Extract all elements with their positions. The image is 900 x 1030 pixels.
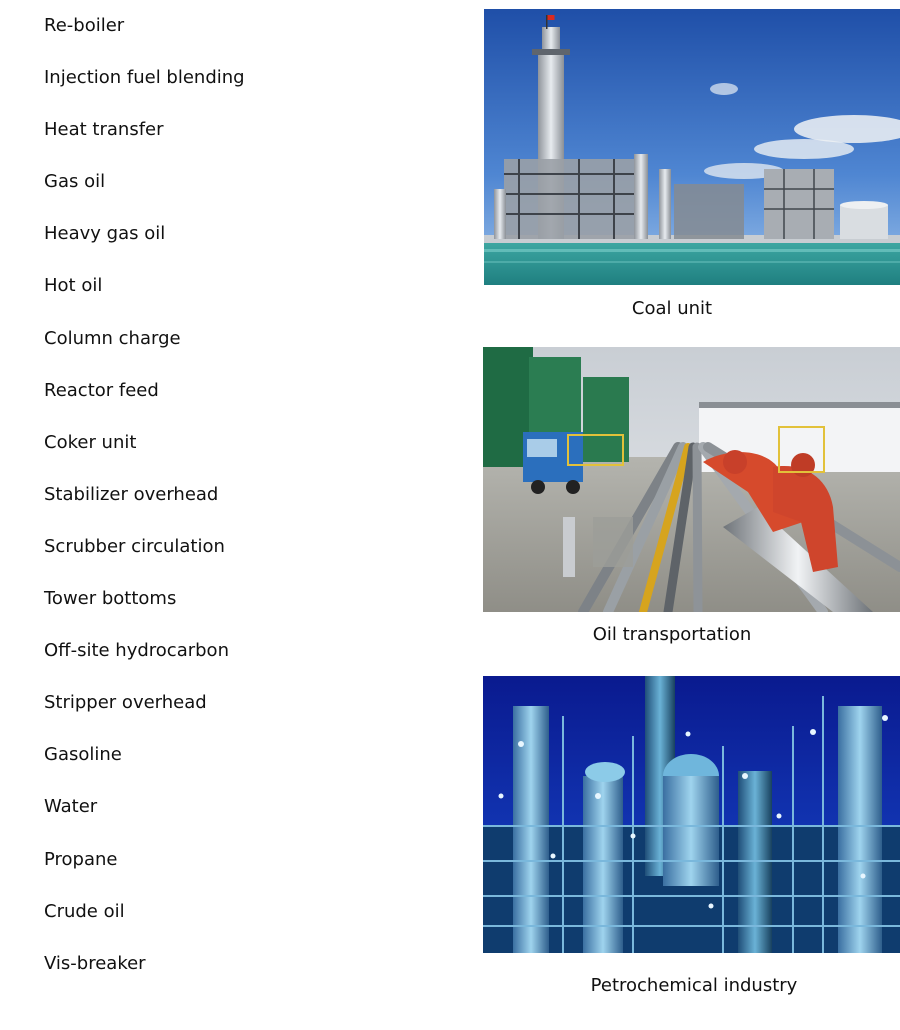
list-item: Crude oil <box>44 900 125 922</box>
oil-transportation-caption: Oil transportation <box>592 624 752 645</box>
list-item: Reactor feed <box>44 379 159 401</box>
list-item: Off-site hydrocarbon <box>44 640 229 662</box>
list-item: Propane <box>44 848 118 870</box>
list-item: Injection fuel blending <box>44 67 245 89</box>
list-item: Gasoline <box>44 744 122 766</box>
list-item: Hot oil <box>44 275 103 297</box>
petrochemical-industry-caption: Petrochemical industry <box>590 975 798 996</box>
application-list <box>44 14 245 1004</box>
list-item: Vis-breaker <box>44 952 146 974</box>
list-item: Re-boiler <box>44 15 125 36</box>
list-item: Coker unit <box>44 431 137 453</box>
list-item: Stripper overhead <box>44 692 207 714</box>
list-item: Scrubber circulation <box>44 535 225 557</box>
petrochemical-industry-photo <box>483 676 900 953</box>
list-item: Gas oil <box>44 171 106 193</box>
coal-unit-photo <box>484 9 900 285</box>
oil-transportation-photo <box>483 347 900 612</box>
list-item: Heavy gas oil <box>44 223 166 245</box>
list-item: Tower bottoms <box>44 588 177 610</box>
coal-unit-caption: Coal unit <box>631 298 713 319</box>
list-item: Stabilizer overhead <box>44 483 219 505</box>
list-item: Water <box>44 796 98 818</box>
list-item: Column charge <box>44 327 181 349</box>
list-item: Heat transfer <box>44 119 164 141</box>
